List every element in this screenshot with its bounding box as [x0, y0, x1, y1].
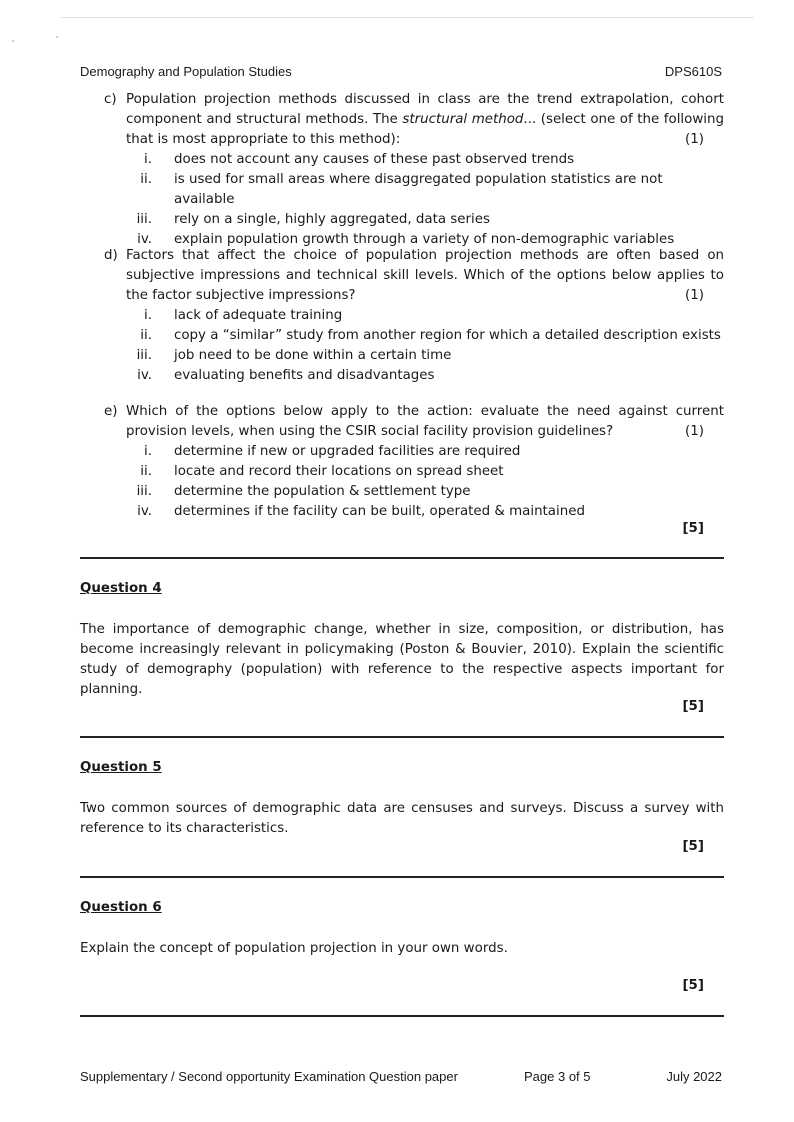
- option-text: job need to be done within a certain time: [174, 348, 452, 363]
- section-divider: [80, 736, 724, 738]
- question-3-total-marks: [5]: [682, 521, 704, 536]
- option-number: iii.: [136, 484, 152, 499]
- scan-speck: [56, 36, 58, 38]
- item-letter: d): [104, 248, 118, 263]
- question-6-total-marks: [5]: [682, 978, 704, 993]
- option: [126, 150, 724, 170]
- question-6-text: Explain the concept of population projection in your own words.: [80, 941, 508, 956]
- course-code: DPS610S: [664, 64, 722, 79]
- option-number: iii.: [136, 348, 152, 363]
- question-5-text: Two common sources of demographic data are censuses and surveys. Discuss a survey with reference to its characteristics.: [80, 801, 724, 836]
- page-header: [80, 64, 722, 79]
- option-text: determine if new or upgraded facilities are required: [174, 444, 521, 459]
- question-3e: [104, 402, 724, 522]
- option-number: i.: [144, 444, 152, 459]
- option: [126, 482, 724, 502]
- option-text: copy a “similar” study from another region for which a detailed description exists: [174, 328, 721, 343]
- option-number: iv.: [137, 504, 152, 519]
- question-4-total-marks: [5]: [682, 699, 704, 714]
- option-number: iv.: [137, 232, 152, 247]
- option: [126, 442, 724, 462]
- question-4-text: The importance of demographic change, whether in size, composition, or distribution, has become increasingly relevant in policymaking (Poston & Bouvier, 2010). Explain the scientific study of demography (population) with reference to the respective aspects important for planning.: [80, 622, 724, 697]
- option-text: determine the population & settlement type: [174, 484, 471, 499]
- option-number: i.: [144, 308, 152, 323]
- section-divider: [80, 876, 724, 878]
- option: [126, 326, 724, 346]
- scan-speck: [12, 40, 14, 42]
- option: [126, 210, 724, 230]
- option: [126, 306, 724, 326]
- stem-text-part: Population projection methods discussed in class are the trend extrapolation, cohort component and structural methods. The: [126, 92, 724, 127]
- option: [126, 366, 724, 386]
- section-divider: [80, 557, 724, 559]
- option: [126, 346, 724, 366]
- question-stem: [126, 246, 724, 306]
- stem-text: Factors that affect the choice of population projection methods are often based on subjective impressions and technical skill levels. Which of the options below applies to the factor subjective impressions?: [126, 248, 724, 303]
- exam-date: July 2022: [666, 1069, 722, 1084]
- option-text: lack of adequate training: [174, 308, 343, 323]
- option-text: is used for small areas where disaggregated population statistics are not available: [174, 172, 663, 207]
- options-list: [104, 442, 724, 522]
- stem-italic-term: structural method: [402, 112, 524, 127]
- option-text: does not account any causes of these past observed trends: [174, 152, 575, 167]
- question-5-heading: Question 5: [80, 760, 162, 775]
- question-5-total-marks: [5]: [682, 839, 704, 854]
- option-number: i.: [144, 152, 152, 167]
- stem-text: Which of the options below apply to the action: evaluate the need against current provision levels, when using the CSIR social facility provision guidelines?: [126, 404, 724, 439]
- section-divider: [80, 1015, 724, 1017]
- item-letter: e): [104, 404, 118, 419]
- option: [126, 170, 724, 210]
- page-number: Page 3 of 5: [524, 1069, 591, 1084]
- options-list: [104, 306, 724, 386]
- stem-text-part: ... (select one of the following that is most appropriate to this method):: [126, 112, 725, 147]
- marks: (1): [685, 288, 704, 303]
- option-text: evaluating benefits and disadvantages: [174, 368, 435, 383]
- item-letter: c): [104, 92, 117, 107]
- exam-type: Supplementary / Second opportunity Examination Question paper: [80, 1069, 458, 1084]
- question-3c: [104, 90, 724, 250]
- question-stem: [126, 90, 724, 150]
- options-list: [104, 150, 724, 250]
- marks: (1): [685, 132, 704, 147]
- question-6-heading: Question 6: [80, 900, 162, 915]
- option-number: iii.: [136, 212, 152, 227]
- option: [126, 502, 724, 522]
- option-number: ii.: [140, 172, 152, 187]
- marks: (1): [685, 424, 704, 439]
- option-text: determines if the facility can be built, operated & maintained: [174, 504, 585, 519]
- scan-artifact-line: [60, 17, 754, 18]
- option-number: ii.: [140, 328, 152, 343]
- option-number: ii.: [140, 464, 152, 479]
- question-stem: [126, 402, 724, 442]
- course-title: Demography and Population Studies: [80, 64, 292, 79]
- question-4-heading: Question 4: [80, 581, 162, 596]
- option: [126, 462, 724, 482]
- option-text: locate and record their locations on spread sheet: [174, 464, 504, 479]
- option-text: rely on a single, highly aggregated, data series: [174, 212, 490, 227]
- option-text: explain population growth through a variety of non-demographic variables: [174, 232, 675, 247]
- question-3d: [104, 246, 724, 386]
- option-number: iv.: [137, 368, 152, 383]
